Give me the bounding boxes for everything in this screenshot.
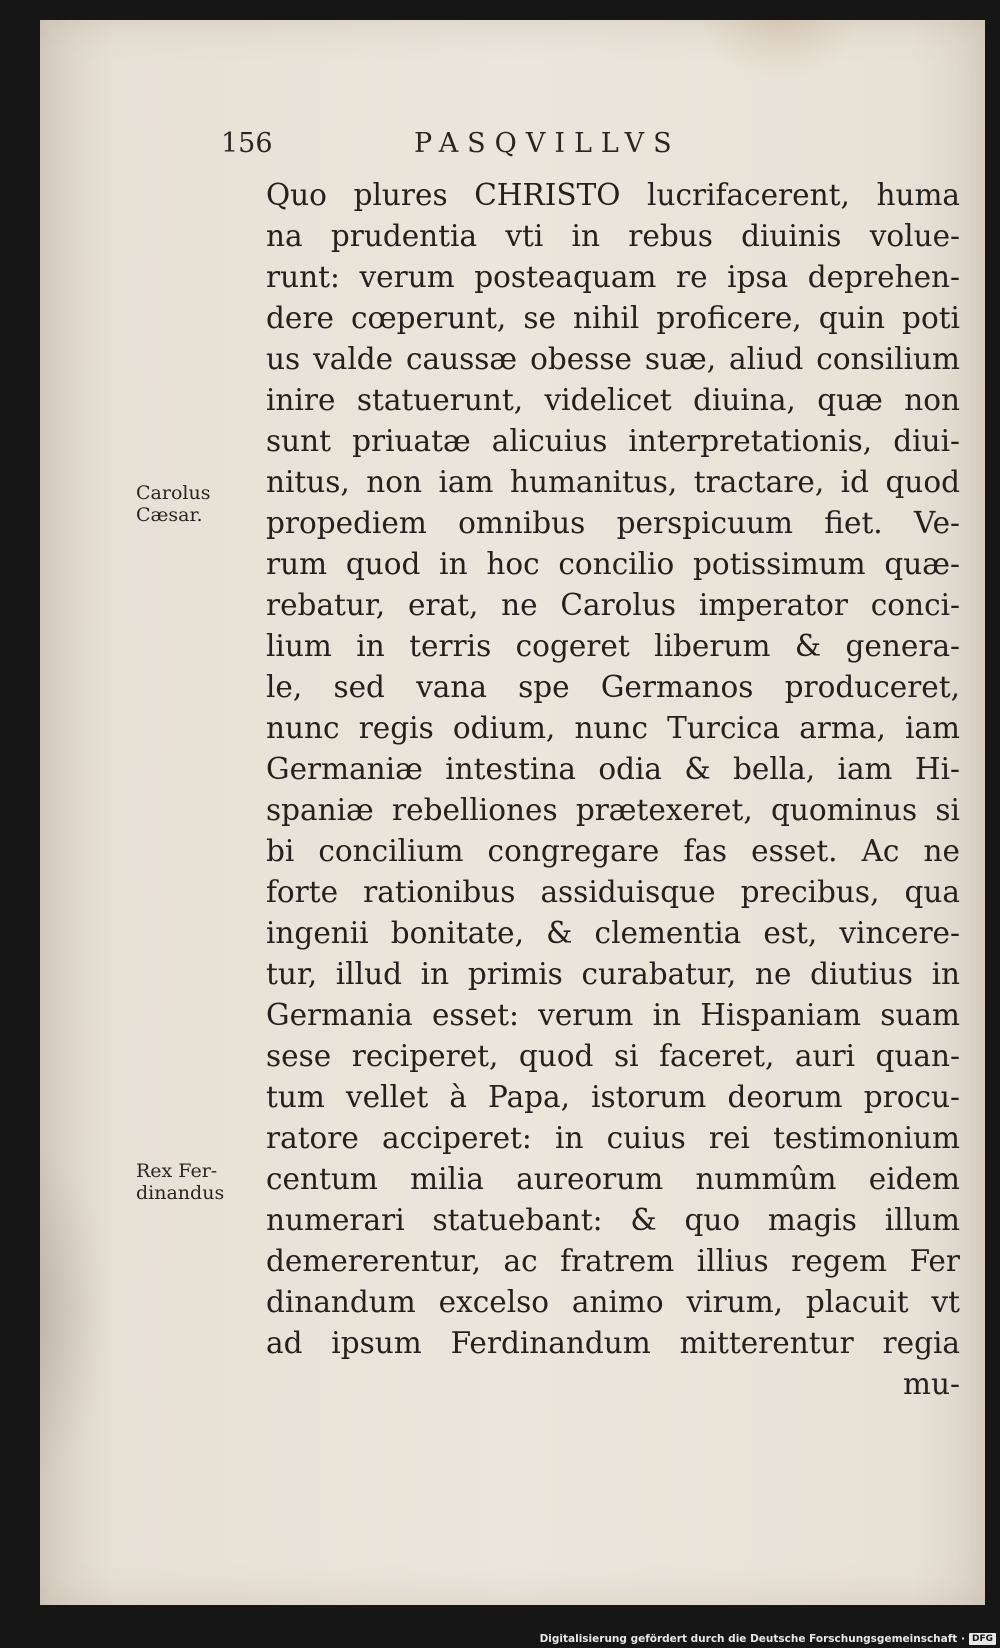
- text-line: runt: verum posteaquam re ipsa deprehen-: [266, 260, 960, 294]
- text-line: ad ipsum Ferdinandum mitterentur regia: [266, 1326, 960, 1360]
- running-title: PASQVILLVS: [414, 128, 681, 159]
- marginal-note-line: Carolus: [136, 482, 211, 504]
- digitization-credit: [540, 1633, 996, 1645]
- text-line: le, sed vana spe Germanos produceret,: [266, 670, 960, 704]
- marginal-note-ferdinandus: [136, 1160, 246, 1204]
- dfg-logo-icon: DFG: [969, 1633, 996, 1645]
- text-line: bi concilium congregare fas esset. Ac ne: [266, 834, 960, 868]
- text-line: ratore acciperet: in cuius rei testimonium: [266, 1121, 960, 1155]
- page-stain: [40, 1140, 110, 1480]
- text-line: propediem omnibus perspicuum fiet. Ve-: [266, 506, 960, 540]
- text-line: Germania esset: verum in Hispaniam suam: [266, 998, 960, 1032]
- text-line: ingenii bonitate, & clementia est, vincere-: [266, 916, 960, 950]
- text-line: nunc regis odium, nunc Turcica arma, iam: [266, 711, 960, 745]
- text-line: Germaniæ intestina odia & bella, iam Hi-: [266, 752, 960, 786]
- text-line: dere cœperunt, se nihil proficere, quin poti: [266, 301, 960, 335]
- catchword: mu-: [903, 1367, 960, 1401]
- marginal-note-line: dinandus: [136, 1182, 225, 1204]
- marginal-note-carolus: [136, 482, 246, 526]
- text-line: centum milia aureorum nummûm eidem: [266, 1162, 960, 1196]
- text-line: forte rationibus assiduisque precibus, qua: [266, 875, 960, 909]
- book-page: [40, 20, 985, 1605]
- text-line: rebatur, erat, ne Carolus imperator conci-: [266, 588, 960, 622]
- text-line: us valde caussæ obesse suæ, aliud consilium: [266, 342, 960, 376]
- text-line: rum quod in hoc concilio potissimum quæ-: [266, 547, 960, 581]
- text-line: sunt priuatæ alicuius interpretationis, diui-: [266, 424, 960, 458]
- text-line: dinandum excelso animo virum, placuit vt: [266, 1285, 960, 1319]
- text-line: tum vellet à Papa, istorum deorum procu-: [266, 1080, 960, 1114]
- text-line: spaniæ rebelliones prætexeret, quominus si: [266, 793, 960, 827]
- credit-text: Digitalisierung gefördert durch die Deutsche Forschungsgemeinschaft ·: [539, 1633, 965, 1645]
- page-number: 156: [221, 128, 273, 159]
- text-line: Quo plures CHRISTO lucrifacerent, huma: [266, 178, 960, 212]
- text-line: inire statuerunt, videlicet diuina, quæ non: [266, 383, 960, 417]
- marginal-note-line: Cæsar.: [136, 504, 203, 526]
- running-head: [40, 128, 985, 168]
- body-text: [266, 175, 960, 1405]
- marginal-note-line: Rex Fer-: [136, 1160, 218, 1182]
- text-line: demererentur, ac fratrem illius regem Fer: [266, 1244, 960, 1278]
- text-line: lium in terris cogeret liberum & genera-: [266, 629, 960, 663]
- text-line: nitus, non iam humanitus, tractare, id quod: [266, 465, 960, 499]
- page-stain-top: [700, 20, 860, 80]
- text-line: sese reciperet, quod si faceret, auri quan-: [266, 1039, 960, 1073]
- text-line: na prudentia vti in rebus diuinis volue-: [266, 219, 960, 253]
- text-line: numerari statuebant: & quo magis illum: [266, 1203, 960, 1237]
- text-line: tur, illud in primis curabatur, ne diutius in: [266, 957, 960, 991]
